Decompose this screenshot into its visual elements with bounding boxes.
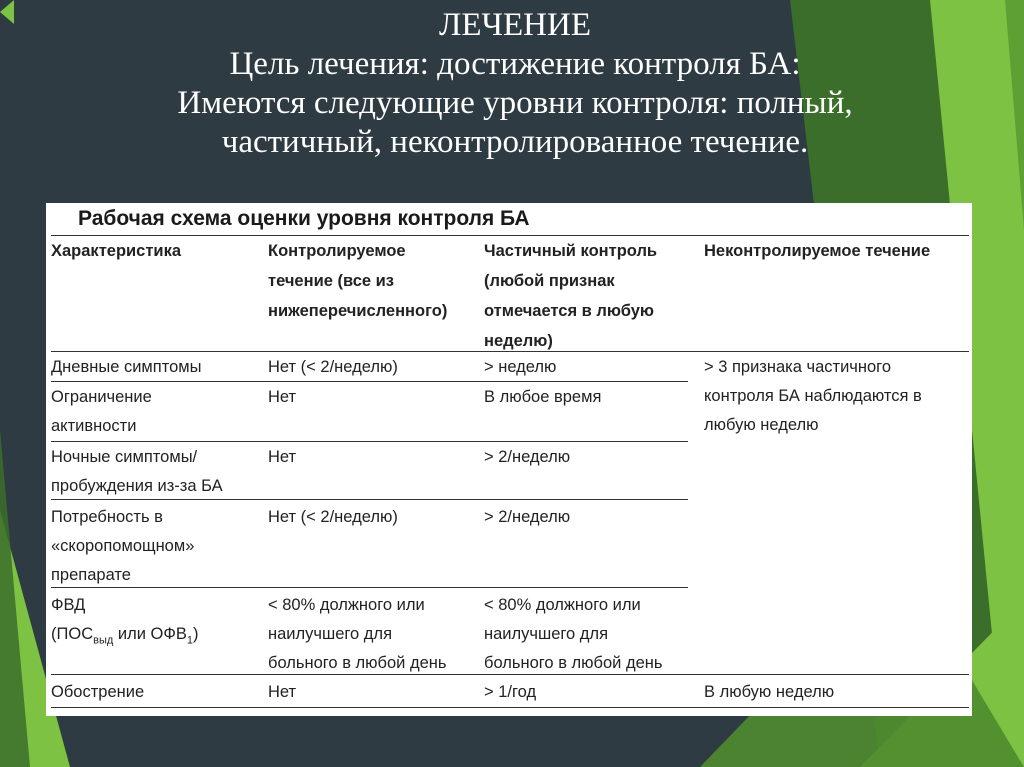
cell-line: Обострение bbox=[51, 683, 145, 701]
cell-line: > 2/неделю bbox=[484, 448, 571, 466]
row-characteristic bbox=[51, 678, 263, 707]
cell-line: Дневные симптомы bbox=[51, 358, 202, 376]
row-characteristic bbox=[51, 383, 263, 441]
row-partial bbox=[484, 591, 700, 678]
row-partial bbox=[484, 678, 700, 707]
title-heading: ЛЕЧЕНИЕ bbox=[439, 7, 591, 43]
row-rule bbox=[51, 674, 688, 675]
cell-line: Ограничение bbox=[51, 388, 152, 406]
row-controlled bbox=[268, 503, 482, 532]
cell-line: течение (все из bbox=[268, 272, 394, 290]
cell-line: Потребность в bbox=[51, 508, 163, 526]
fvd-part-middle: или ОФВ bbox=[113, 625, 187, 643]
cell-line: Нет bbox=[268, 388, 297, 406]
fvd-formula bbox=[51, 620, 263, 655]
table-title: Рабочая схема оценки уровня контроля БА bbox=[78, 207, 530, 230]
cell-line: Характеристика bbox=[51, 242, 182, 260]
cell-line: пробуждения из-за БА bbox=[51, 477, 223, 495]
cell-line: Контролируемое bbox=[268, 242, 406, 260]
row-rule bbox=[51, 441, 688, 442]
cell-line: Неконтролируемое течение bbox=[704, 242, 931, 260]
cell-line: > 2/неделю bbox=[484, 508, 571, 526]
cell-line: больного в любой день bbox=[268, 654, 447, 672]
cell-line: контроля БА наблюдаются в bbox=[704, 387, 922, 405]
cell-line: препарате bbox=[51, 566, 131, 584]
uncontrolled-merged-cell bbox=[704, 353, 966, 440]
cell-line: < 80% должного или bbox=[268, 596, 425, 614]
header-characteristic bbox=[51, 236, 263, 266]
cell-line: Нет bbox=[268, 683, 297, 701]
uncontrolled-exacerbation: В любую неделю bbox=[704, 683, 835, 701]
cell-line: > 3 признака частичного bbox=[704, 358, 892, 376]
fvd-part-before: (ПОС bbox=[51, 625, 94, 643]
row-rule bbox=[688, 674, 969, 675]
cell-line: неделю) bbox=[484, 332, 553, 350]
cell-line: Нет (< 2/неделю) bbox=[268, 358, 398, 376]
row-characteristic bbox=[51, 353, 263, 382]
cell-line: любую неделю bbox=[704, 416, 819, 434]
row-controlled bbox=[268, 678, 482, 707]
cell-line: Нет bbox=[268, 448, 297, 466]
cell-line: отмечается в любую bbox=[484, 302, 655, 320]
row-controlled bbox=[268, 383, 482, 412]
row-partial bbox=[484, 383, 700, 412]
cell-line: Ночные симптомы/ bbox=[51, 448, 198, 466]
header-partial bbox=[484, 236, 700, 356]
header-controlled bbox=[268, 236, 482, 326]
row-rule bbox=[51, 381, 688, 382]
cell-line: «скоропомощном» bbox=[51, 537, 195, 555]
cell-line: ФВД bbox=[51, 596, 86, 614]
row-partial bbox=[484, 443, 700, 472]
row-rule bbox=[51, 707, 969, 708]
cell-line: < 80% должного или bbox=[484, 596, 641, 614]
row-controlled bbox=[268, 353, 482, 382]
fvd-part-sub2: 1 bbox=[186, 634, 194, 647]
row-rule bbox=[51, 499, 688, 500]
row-controlled bbox=[268, 443, 482, 472]
title-line: Цель лечения: достижение контроля БА: bbox=[229, 46, 801, 82]
row-characteristic bbox=[51, 443, 263, 501]
fvd-part-after: ) bbox=[193, 625, 199, 643]
cell-line: активности bbox=[51, 417, 137, 435]
row-partial bbox=[484, 353, 700, 382]
row-characteristic bbox=[51, 591, 263, 655]
cell-line: В любое время bbox=[484, 388, 602, 406]
cell-line: Частичный контроль bbox=[484, 242, 658, 260]
cell-line: > неделю bbox=[484, 358, 557, 376]
cell-line: > 1/год bbox=[484, 683, 537, 701]
cell-line: нижеперечисленного) bbox=[268, 302, 448, 320]
row-controlled bbox=[268, 591, 482, 678]
row-partial bbox=[484, 503, 700, 532]
cell-line: Нет (< 2/неделю) bbox=[268, 508, 398, 526]
cell-line: (любой признак bbox=[484, 272, 615, 290]
title-line: Имеются следующие уровни контроля: полный, bbox=[177, 85, 853, 121]
slide-title bbox=[60, 6, 970, 162]
row-rule bbox=[51, 587, 688, 588]
title-line: частичный, неконтролированное течение. bbox=[221, 124, 809, 160]
fvd-part-sub1: выд bbox=[93, 634, 114, 647]
cell-line: больного в любой день bbox=[484, 654, 663, 672]
cell-line: наилучшего для bbox=[268, 625, 392, 643]
row-characteristic bbox=[51, 503, 263, 590]
header-uncontrolled bbox=[704, 236, 966, 266]
table-panel bbox=[46, 203, 972, 716]
cell-line: наилучшего для bbox=[484, 625, 608, 643]
